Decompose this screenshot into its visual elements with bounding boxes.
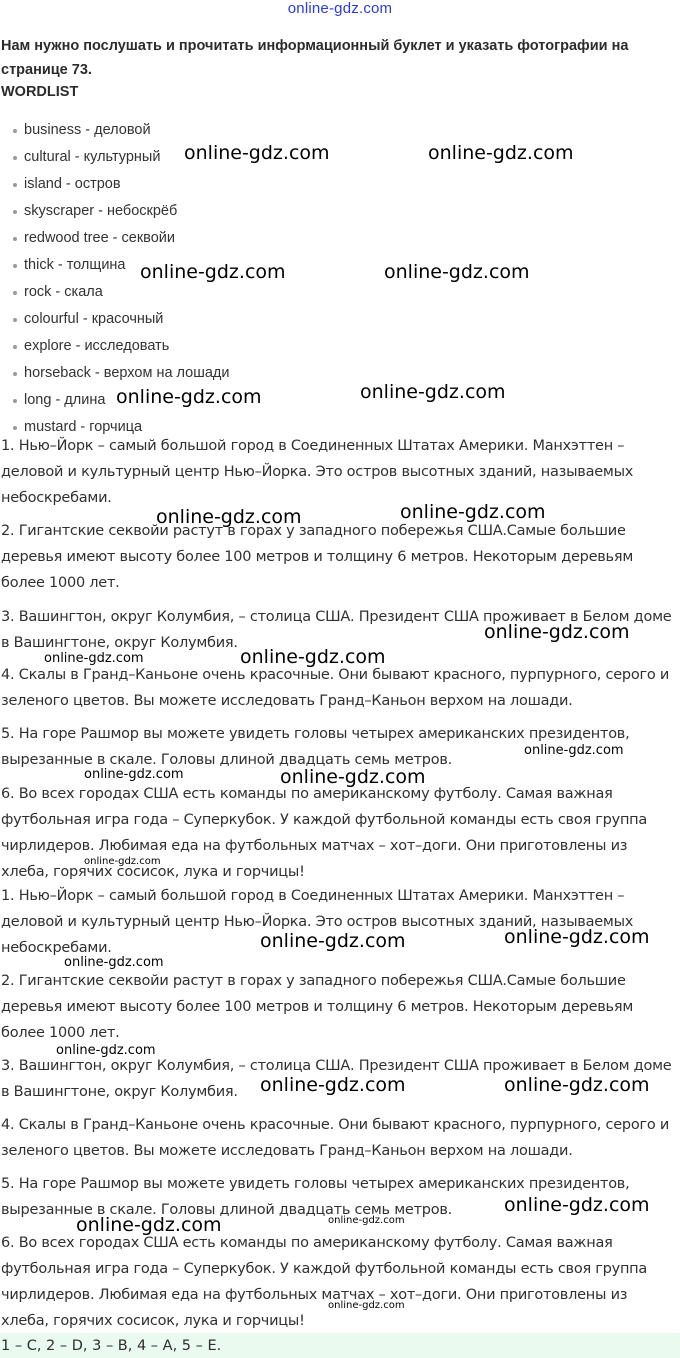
watermark: online-gdz.com <box>328 1300 405 1311</box>
watermark: online-gdz.com <box>84 856 161 867</box>
watermark: online-gdz.com <box>260 1074 406 1096</box>
watermark: online-gdz.com <box>504 1194 650 1216</box>
watermark: online-gdz.com <box>280 766 426 788</box>
paragraph-2-repeat: 2. Гигантские секвойи растут в горах у западного побережья США.Самые большие деревья имеют высоту более 100 метров и толщину 6 метров. Некоторым деревьям более 1000 лет. <box>1 973 634 1041</box>
watermark: online-gdz.com <box>484 621 630 643</box>
watermark: online-gdz.com <box>428 142 574 164</box>
list-item: redwood tree - секвойи <box>12 225 230 252</box>
watermark: online-gdz.com <box>56 1043 156 1058</box>
watermark: online-gdz.com <box>384 261 530 283</box>
list-item: horseback - верхом на лошади <box>12 360 230 387</box>
watermark: online-gdz.com <box>240 646 386 668</box>
watermark: online-gdz.com <box>504 1074 650 1096</box>
paragraph-4-repeat: 4. Скалы в Гранд–Каньоне очень красочные. Они бывают красного, пурпурного, серого и зеленого цветов. Вы можете исследовать Гранд–Каньон верхом на лошади. <box>1 1117 670 1159</box>
watermark: online-gdz.com <box>504 926 650 948</box>
wordlist-heading: WORDLIST <box>1 84 79 100</box>
answer-key: 1 – С, 2 – D, 3 – В, 4 – А, 5 – Е. <box>1 1338 222 1354</box>
list-item: colourful - красочный <box>12 306 230 333</box>
watermark: online-gdz.com <box>328 1215 405 1226</box>
paragraph-5: 5. На горе Рашмор вы можете увидеть головы четырех американских президентов, вырезанные в скале. Головы длиной двадцать семь метров. <box>1 726 630 768</box>
list-item: business - деловой <box>12 117 230 144</box>
watermark: online-gdz.com <box>76 1214 222 1236</box>
watermark: online-gdz.com <box>156 506 302 528</box>
paragraph-1: 1. Нью–Йорк – самый большой город в Соединенных Штатах Америки. Манхэттен – деловой и культурный центр Нью–Йорка. Это остров высотных зданий, называемых небоскребами. <box>1 438 634 506</box>
paragraph-2: 2. Гигантские секвойи растут в горах у западного побережья США.Самые большие деревья имеют высоту более 100 метров и толщину 6 метров. Некоторым деревьям более 1000 лет. <box>1 523 634 591</box>
watermark: online-gdz.com <box>524 743 624 758</box>
watermark: online-gdz.com <box>260 930 406 952</box>
list-item: rock - скала <box>12 279 230 306</box>
watermark: online-gdz.com <box>360 381 506 403</box>
watermark: online-gdz.com <box>400 501 546 523</box>
list-item: skyscraper - небоскрёб <box>12 198 230 225</box>
paragraph-3-repeat: 3. Вашингтон, округ Колумбия, – столица США. Президент США проживает в Белом доме в Вашингтоне, округ Колумбия. <box>1 1058 672 1100</box>
paragraph-1-repeat: 1. Нью–Йорк – самый большой город в Соединенных Штатах Америки. Манхэттен – деловой и культурный центр Нью–Йорка. Это остров высотных зданий, называемых небоскребами. <box>1 888 634 956</box>
watermark: online-gdz.com <box>116 386 262 408</box>
list-item: mustard - горчица <box>12 414 230 435</box>
list-item: thick - толщина <box>12 252 230 279</box>
list-item: explore - исследовать <box>12 333 230 360</box>
paragraph-5-repeat: 5. На горе Рашмор вы можете увидеть головы четырех американских президентов, вырезанные в скале. Головы длиной двадцать семь метров. <box>1 1176 630 1218</box>
watermark: online-gdz.com <box>140 261 286 283</box>
watermark: online-gdz.com <box>44 651 144 666</box>
paragraph-3: 3. Вашингтон, округ Колумбия, – столица США. Президент США проживает в Белом доме в Вашингтоне, округ Колумбия. <box>1 609 672 651</box>
paragraph-4: 4. Скалы в Гранд–Каньоне очень красочные. Они бывают красного, пурпурного, серого и зеленого цветов. Вы можете исследовать Гранд–Каньон верхом на лошади. <box>1 667 670 709</box>
watermark: online-gdz.com <box>184 142 330 164</box>
task-intro: Нам нужно послушать и прочитать информационный буклет и указать фотографии на странице 73. <box>1 38 629 78</box>
paragraph-6-repeat: 6. Во всех городах США есть команды по американскому футболу. Самая важная футбольная игра года – Суперкубок. У каждой футбольной команды есть своя группа чирлидеров. Любимая еда на футбольных матчах – хот–доги. Они приготовлены из хлеба, горячих сосисок, лука и горчицы! <box>1 1235 648 1329</box>
paragraph-6: 6. Во всех городах США есть команды по американскому футболу. Самая важная футбольная игра года – Суперкубок. У каждой футбольной команды есть своя группа чирлидеров. Любимая еда на футбольных матчах – хот–доги. Они приготовлены из хлеба, горячих сосисок, лука и горчицы! <box>1 786 648 880</box>
site-watermark-header: online-gdz.com <box>287 0 393 17</box>
list-item: long - длина <box>12 387 230 414</box>
list-item: island - остров <box>12 171 230 198</box>
watermark: online-gdz.com <box>64 955 164 970</box>
list-item: cultural - культурный <box>12 144 230 171</box>
watermark: online-gdz.com <box>84 767 184 782</box>
